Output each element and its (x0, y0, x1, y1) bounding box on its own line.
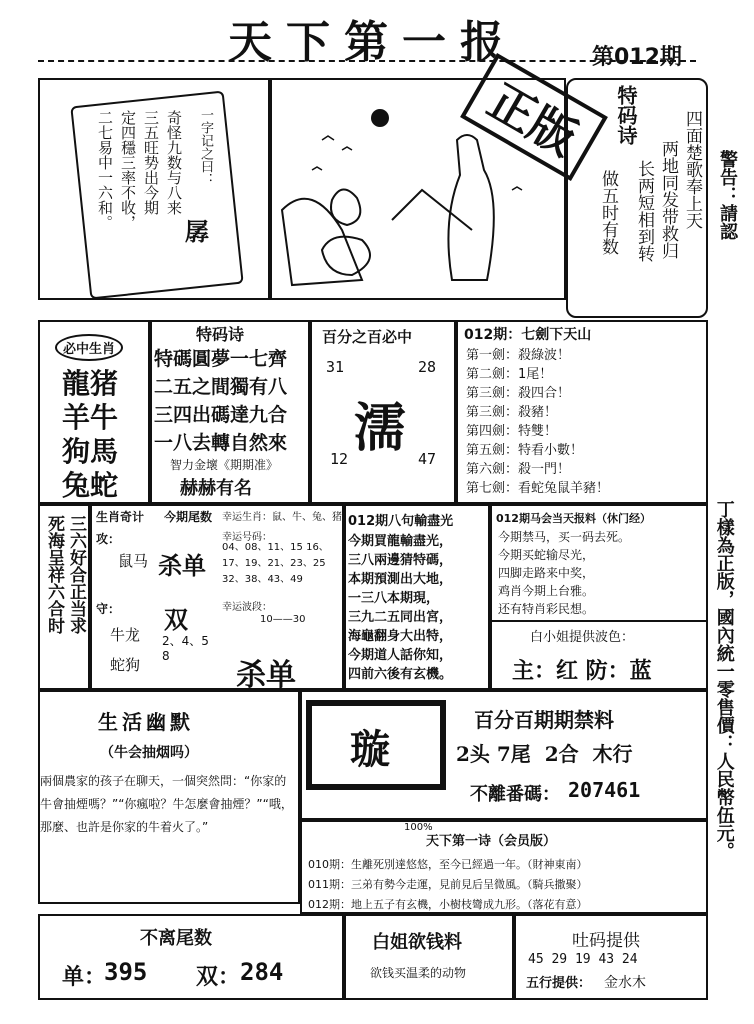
humor-text: 兩個農家的孩子在聊天，一個突然問：“你家的牛會抽煙嗎？”“你瘋啦？牛怎麼會抽煙？”“哦，那麼、也許是你家的牛着火了。” (40, 774, 293, 834)
eight-line-2: 三八兩邊猜特碼， (348, 553, 453, 568)
sword-line-2: 第二劍：1尾！ (466, 367, 553, 382)
poem-line-3 (308, 896, 588, 912)
te-ma-poem-col-3: 长两短相到转 (634, 160, 654, 262)
horse-line-2: 今期买蛇输尽光， (498, 548, 595, 562)
first-poem-title: 天下第一诗（会员版） (426, 834, 557, 849)
te-ma-poem-col-2: 两地同发带救归 (658, 140, 678, 259)
sword-line-3: 第三劍：殺四合！ (466, 386, 571, 401)
bai-fen-num-1: 31 (326, 358, 345, 376)
poem2-sign: 赫赫有名 (180, 478, 252, 499)
wave-label: 幸运波段： (222, 602, 272, 613)
bi-zhong-row-4: 兔蛇 (62, 469, 119, 502)
bai-jie-text: 欲钱买温柔的动物 (370, 966, 467, 980)
bi-zhong-row-3: 狗馬 (62, 435, 119, 468)
shuang: 双 (164, 605, 188, 634)
riddle-col-2: 三五旺势出今期 (142, 110, 160, 215)
horse-line-4: 鸡肖今期上台雅。 (498, 584, 595, 598)
te-ma-poem-col-1: 四面楚歌奉上天 (682, 110, 702, 229)
sword-line-5: 第四劍：特雙！ (466, 424, 558, 439)
bai-fen-title: 百分之百必中 (322, 328, 413, 346)
sword-line-7: 第六劍：殺一門！ (466, 462, 571, 477)
one-word: 孱 (185, 217, 209, 246)
poem2-footer: 智力金壞《期期准》 (170, 458, 279, 472)
poem-line-2 (308, 876, 588, 892)
warning-text: 警告：請認 (717, 150, 738, 240)
poem-line-3-note: （落花有意） (527, 898, 588, 911)
price-notice: 丁樣為正版，國內統一零售價：人民幣伍元。 (713, 500, 735, 860)
dan-label: 单： (62, 964, 107, 990)
shuang-value: 284 (240, 958, 284, 986)
shou-label: 守： (96, 602, 121, 616)
poem-line-3-text: 地上五子有玄機，小樹枝彎成九形。 (351, 898, 527, 911)
riddle-col-3: 定四穩三率不收， (119, 110, 137, 230)
poem-line-1 (308, 856, 588, 872)
eight-line-6: 海龜翻身大出特， (348, 629, 453, 644)
sword-line-6: 第五劍：特看小數！ (466, 443, 584, 458)
bai-fen-num-3: 12 (330, 450, 349, 468)
humor-subtitle: （牛会抽烟吗） (100, 745, 198, 761)
bi-zhong-row-2: 羊牛 (62, 401, 119, 434)
forbidden-title: 百分百期期禁料 (474, 708, 614, 732)
poem2-title: 特码诗 (196, 325, 245, 344)
big-sha-dan: 杀单 (236, 658, 296, 693)
shou-value-2: 蛇狗 (110, 656, 141, 674)
sword-line-1: 第一劍：殺綠波！ (466, 348, 571, 363)
shou-value-1: 牛龙 (110, 626, 141, 644)
seven-swords-title: 012期：七劍下天山 (464, 327, 592, 343)
bi-zhong-row-1: 龍猪 (62, 367, 119, 400)
eight-line-8: 四前六後有玄機。 (348, 667, 453, 682)
poem-line-1-note: （財神東南） (527, 858, 588, 871)
poem2-line-2: 二五之間獨有八 (154, 376, 288, 398)
eight-line-3: 本期預測出大地， (348, 572, 453, 587)
shuang-label: 双： (196, 964, 241, 990)
eight-line-7: 今期道人話你知， (348, 648, 453, 663)
te-ma-poem-title: 特码诗 (614, 85, 638, 145)
humor-title: 生活幽默 (98, 710, 194, 734)
horse-divider (490, 620, 708, 622)
poem-line-2-note: （騎兵撒聚） (527, 878, 588, 891)
horse-line-5: 还有特肖彩民想。 (498, 602, 595, 616)
riddle-col-1: 奇怪九数与八来 (165, 110, 183, 215)
header-rule (38, 60, 696, 62)
lucky-nums: 04、08、11、15 16、17、19、21、23、25 32、38、43、49 (222, 542, 329, 585)
issue-number: 第012期 (592, 45, 682, 70)
eight-line-5: 三九二五同出宮， (348, 610, 453, 625)
page-title: 天下第一报 (228, 17, 518, 68)
one-word-label: 一字记之曰： (198, 108, 213, 186)
tail-title: 不离尾数 (140, 928, 212, 949)
wuxing-value: 金水木 (604, 975, 646, 991)
first-poem-badge: 100% (404, 822, 433, 833)
bi-zhong-title: 必中生肖 (55, 334, 123, 361)
gong-value: 鼠马 (118, 552, 149, 570)
gong-label: 攻： (96, 532, 121, 546)
sword-line-8: 第七劍：看蛇兔鼠羊豬！ (466, 481, 610, 496)
white-girl-label: 白小姐提供波色： (530, 630, 635, 645)
genuine-stamp: 正版 (460, 53, 608, 181)
eight-title: 012期八句輸盡光 (348, 514, 454, 529)
poem2-line-1: 特碼圓夢一七齊 (154, 348, 288, 370)
horse-line-1: 今期禁马，买一码去死。 (498, 530, 631, 544)
te-ma-poem-col-4: 做五时有数 (598, 170, 618, 255)
bose-value: 主：红 防：蓝 (512, 658, 652, 684)
bai-fen-char: 濡 (354, 398, 407, 459)
mid-h3: 幸运生肖：鼠、牛、兔、猪 (222, 512, 342, 523)
poem-line-2-issue: 011期： (308, 878, 351, 891)
forbidden-line1: 2头 7尾 2合 木行 (456, 742, 633, 766)
lucky-label: 幸运号码： (222, 532, 272, 543)
landscape-illustration (272, 80, 564, 298)
bai-fen-num-4: 47 (418, 450, 437, 468)
eight-line-4: 一三八本期現， (348, 591, 440, 606)
mid-h2: 今期尾数 (164, 510, 213, 524)
sword-line-4: 第三劍：殺豬！ (466, 405, 558, 420)
forbidden-line2-label: 不離番碼： (470, 784, 560, 805)
dan-value: 395 (104, 958, 148, 986)
tu-ma-nums: 45 29 19 43 24 (528, 952, 638, 967)
wuxing-label: 五行提供： (526, 976, 592, 991)
horse-title: 012期马会当天报料（休门经） (496, 512, 651, 525)
horse-line-3: 四脚走路来中奖， (498, 566, 595, 580)
wave-value: 10——30 (260, 614, 306, 625)
forbidden-line2: 207461 (568, 778, 641, 802)
sha-dan: 杀单 (158, 551, 206, 580)
forbidden-char: 璇 (350, 726, 390, 773)
poem2-line-4: 一八去轉自然來 (154, 432, 288, 454)
poem-line-3-issue: 012期： (308, 898, 351, 911)
poem2-line-3: 三四出碼達九合 (154, 404, 288, 426)
mid-side-text-2: 三六好合正当求 (66, 515, 86, 634)
poem-line-1-issue: 010期： (308, 858, 351, 871)
bai-fen-num-2: 28 (418, 358, 437, 376)
bai-jie-title: 白姐欲钱料 (372, 932, 462, 953)
shuang-nums: 2、4、5 8 (162, 634, 209, 663)
poem-line-1-text: 生離死別達悠悠，至今已經過一年。 (351, 858, 527, 871)
eight-line-1: 今期買龍輸盡光， (348, 534, 453, 549)
mid-side-text: 死海呈祥六合时 (44, 515, 64, 634)
bai-jie-box (344, 914, 514, 1000)
riddle-col-4: 二七易中一六和。 (96, 110, 114, 230)
tu-ma-title: 吐码提供 (572, 931, 640, 951)
mid-h1: 生肖奇计 (96, 510, 145, 524)
poem-line-2-text: 三弟有勢今走運，見前見后呈微風。 (351, 878, 527, 891)
